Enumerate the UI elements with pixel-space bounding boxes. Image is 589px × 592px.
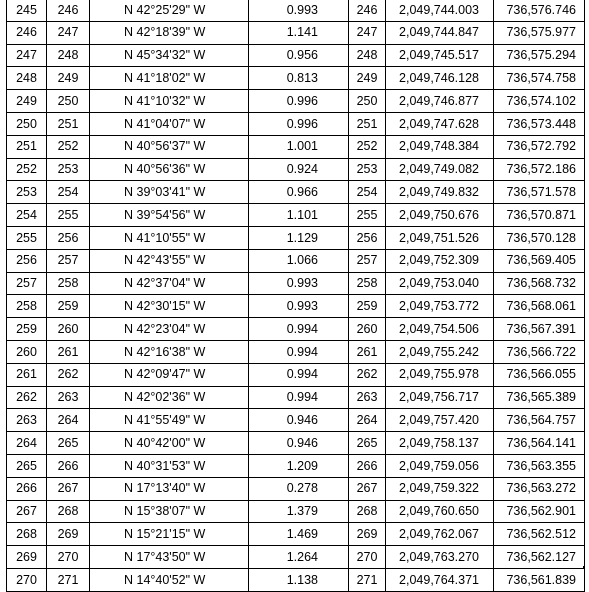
distance-cell: 1.264 <box>249 546 349 569</box>
easting-cell: 736,570.128 <box>494 226 585 249</box>
point-number-cell: 257 <box>349 249 386 272</box>
point-number-cell: 250 <box>349 90 386 113</box>
distance-cell: 0.993 <box>249 272 349 295</box>
from-station-cell: 258 <box>7 295 47 318</box>
point-number-cell: 267 <box>349 477 386 500</box>
table-row <box>7 135 585 158</box>
point-number-cell: 264 <box>349 409 386 432</box>
distance-cell: 1.209 <box>249 454 349 477</box>
from-station-cell: 268 <box>7 523 47 546</box>
easting-cell: 736,566.722 <box>494 340 585 363</box>
from-station-cell: 266 <box>7 477 47 500</box>
from-station-cell: 255 <box>7 226 47 249</box>
from-station-cell: 260 <box>7 340 47 363</box>
northing-cell: 2,049,764.371 <box>386 568 494 591</box>
easting-cell: 736,574.758 <box>494 67 585 90</box>
distance-cell: 1.066 <box>249 249 349 272</box>
easting-cell: 736,562.512 <box>494 523 585 546</box>
from-station-cell: 270 <box>7 568 47 591</box>
bearing-cell: N 41°18'02" W <box>90 67 249 90</box>
point-number-cell: 266 <box>349 454 386 477</box>
bearing-cell: N 40°56'37" W <box>90 135 249 158</box>
point-number-cell: 254 <box>349 181 386 204</box>
easting-cell: 736,563.355 <box>494 454 585 477</box>
to-station-cell: 254 <box>47 181 90 204</box>
point-number-cell: 270 <box>349 546 386 569</box>
bearing-cell: N 17°13'40" W <box>90 477 249 500</box>
bearing-cell: N 42°25'29" W <box>90 0 249 21</box>
from-station-cell: 263 <box>7 409 47 432</box>
distance-cell: 1.101 <box>249 204 349 227</box>
easting-cell: 736,576.746 <box>494 0 585 21</box>
distance-cell: 0.956 <box>249 44 349 67</box>
northing-cell: 2,049,753.040 <box>386 272 494 295</box>
northing-cell: 2,049,749.832 <box>386 181 494 204</box>
from-station-cell: 248 <box>7 67 47 90</box>
point-number-cell: 256 <box>349 226 386 249</box>
distance-cell: 0.946 <box>249 409 349 432</box>
table-row <box>7 340 585 363</box>
from-station-cell: 250 <box>7 112 47 135</box>
to-station-cell: 268 <box>47 500 90 523</box>
point-number-cell: 271 <box>349 568 386 591</box>
table-row <box>7 409 585 432</box>
northing-cell: 2,049,752.309 <box>386 249 494 272</box>
table-row <box>7 67 585 90</box>
northing-cell: 2,049,759.322 <box>386 477 494 500</box>
to-station-cell: 269 <box>47 523 90 546</box>
to-station-cell: 271 <box>47 568 90 591</box>
table-row <box>7 318 585 341</box>
easting-cell: 736,572.792 <box>494 135 585 158</box>
northing-cell: 2,049,750.676 <box>386 204 494 227</box>
distance-cell: 0.994 <box>249 363 349 386</box>
from-station-cell: 245 <box>7 0 47 21</box>
table-row <box>7 500 585 523</box>
bearing-cell: N 39°54'56" W <box>90 204 249 227</box>
point-number-cell: 249 <box>349 67 386 90</box>
to-station-cell: 263 <box>47 386 90 409</box>
to-station-cell: 247 <box>47 21 90 44</box>
bearing-cell: N 40°31'53" W <box>90 454 249 477</box>
northing-cell: 2,049,753.772 <box>386 295 494 318</box>
from-station-cell: 269 <box>7 546 47 569</box>
from-station-cell: 247 <box>7 44 47 67</box>
northing-cell: 2,049,755.242 <box>386 340 494 363</box>
bearing-cell: N 41°55'49" W <box>90 409 249 432</box>
table-row <box>7 386 585 409</box>
to-station-cell: 251 <box>47 112 90 135</box>
from-station-cell: 259 <box>7 318 47 341</box>
to-station-cell: 259 <box>47 295 90 318</box>
to-station-cell: 267 <box>47 477 90 500</box>
distance-cell: 1.138 <box>249 568 349 591</box>
to-station-cell: 262 <box>47 363 90 386</box>
easting-cell: 736,568.061 <box>494 295 585 318</box>
point-number-cell: 247 <box>349 21 386 44</box>
table-row <box>7 568 585 591</box>
point-number-cell: 258 <box>349 272 386 295</box>
to-station-cell: 253 <box>47 158 90 181</box>
to-station-cell: 249 <box>47 67 90 90</box>
point-number-cell: 262 <box>349 363 386 386</box>
point-number-cell: 259 <box>349 295 386 318</box>
northing-cell: 2,049,747.628 <box>386 112 494 135</box>
table-row <box>7 158 585 181</box>
bearing-cell: N 14°40'52" W <box>90 568 249 591</box>
to-station-cell: 252 <box>47 135 90 158</box>
point-number-cell: 265 <box>349 432 386 455</box>
table-row <box>7 112 585 135</box>
bearing-cell: N 40°56'36" W <box>90 158 249 181</box>
survey-coordinates-table <box>6 0 585 592</box>
distance-cell: 0.966 <box>249 181 349 204</box>
table-row <box>7 226 585 249</box>
easting-cell: 736,572.186 <box>494 158 585 181</box>
easting-cell: 736,571.578 <box>494 181 585 204</box>
point-number-cell: 246 <box>349 0 386 21</box>
easting-cell: 736,564.757 <box>494 409 585 432</box>
to-station-cell: 250 <box>47 90 90 113</box>
distance-cell: 0.946 <box>249 432 349 455</box>
bearing-cell: N 15°21'15" W <box>90 523 249 546</box>
northing-cell: 2,049,751.526 <box>386 226 494 249</box>
to-station-cell: 261 <box>47 340 90 363</box>
table-row <box>7 90 585 113</box>
distance-cell: 0.996 <box>249 112 349 135</box>
from-station-cell: 257 <box>7 272 47 295</box>
point-number-cell: 261 <box>349 340 386 363</box>
distance-cell: 0.996 <box>249 90 349 113</box>
survey-table-container <box>6 0 584 592</box>
bearing-cell: N 42°09'47" W <box>90 363 249 386</box>
northing-cell: 2,049,744.003 <box>386 0 494 21</box>
to-station-cell: 255 <box>47 204 90 227</box>
distance-cell: 0.994 <box>249 386 349 409</box>
bearing-cell: N 42°30'15" W <box>90 295 249 318</box>
northing-cell: 2,049,754.506 <box>386 318 494 341</box>
table-row <box>7 21 585 44</box>
table-body <box>7 0 585 591</box>
from-station-cell: 267 <box>7 500 47 523</box>
bearing-cell: N 42°02'36" W <box>90 386 249 409</box>
bearing-cell: N 41°10'55" W <box>90 226 249 249</box>
point-number-cell: 269 <box>349 523 386 546</box>
distance-cell: 1.001 <box>249 135 349 158</box>
northing-cell: 2,049,746.128 <box>386 67 494 90</box>
distance-cell: 1.469 <box>249 523 349 546</box>
table-row <box>7 44 585 67</box>
easting-cell: 736,562.127 <box>494 546 585 569</box>
point-number-cell: 248 <box>349 44 386 67</box>
from-station-cell: 249 <box>7 90 47 113</box>
to-station-cell: 256 <box>47 226 90 249</box>
distance-cell: 0.993 <box>249 0 349 21</box>
to-station-cell: 248 <box>47 44 90 67</box>
point-number-cell: 253 <box>349 158 386 181</box>
easting-cell: 736,561.839 <box>494 568 585 591</box>
table-row <box>7 181 585 204</box>
northing-cell: 2,049,746.877 <box>386 90 494 113</box>
bearing-cell: N 42°18'39" W <box>90 21 249 44</box>
northing-cell: 2,049,757.420 <box>386 409 494 432</box>
table-row <box>7 272 585 295</box>
distance-cell: 1.129 <box>249 226 349 249</box>
to-station-cell: 258 <box>47 272 90 295</box>
distance-cell: 0.993 <box>249 295 349 318</box>
table-row <box>7 477 585 500</box>
table-row <box>7 295 585 318</box>
easting-cell: 736,563.272 <box>494 477 585 500</box>
northing-cell: 2,049,744.847 <box>386 21 494 44</box>
easting-cell: 736,564.141 <box>494 432 585 455</box>
northing-cell: 2,049,748.384 <box>386 135 494 158</box>
bearing-cell: N 41°04'07" W <box>90 112 249 135</box>
distance-cell: 0.994 <box>249 318 349 341</box>
table-row <box>7 363 585 386</box>
northing-cell: 2,049,749.082 <box>386 158 494 181</box>
easting-cell: 736,569.405 <box>494 249 585 272</box>
distance-cell: 0.278 <box>249 477 349 500</box>
northing-cell: 2,049,745.517 <box>386 44 494 67</box>
table-row <box>7 432 585 455</box>
point-number-cell: 263 <box>349 386 386 409</box>
easting-cell: 736,573.448 <box>494 112 585 135</box>
northing-cell: 2,049,760.650 <box>386 500 494 523</box>
easting-cell: 736,567.391 <box>494 318 585 341</box>
to-station-cell: 265 <box>47 432 90 455</box>
distance-cell: 1.141 <box>249 21 349 44</box>
bearing-cell: N 42°16'38" W <box>90 340 249 363</box>
bearing-cell: N 42°37'04" W <box>90 272 249 295</box>
bearing-cell: N 41°10'32" W <box>90 90 249 113</box>
easting-cell: 736,566.055 <box>494 363 585 386</box>
distance-cell: 0.813 <box>249 67 349 90</box>
northing-cell: 2,049,755.978 <box>386 363 494 386</box>
table-row <box>7 546 585 569</box>
northing-cell: 2,049,762.067 <box>386 523 494 546</box>
table-row <box>7 454 585 477</box>
from-station-cell: 261 <box>7 363 47 386</box>
northing-cell: 2,049,756.717 <box>386 386 494 409</box>
bearing-cell: N 17°43'50" W <box>90 546 249 569</box>
from-station-cell: 265 <box>7 454 47 477</box>
northing-cell: 2,049,758.137 <box>386 432 494 455</box>
bearing-cell: N 40°42'00" W <box>90 432 249 455</box>
from-station-cell: 252 <box>7 158 47 181</box>
to-station-cell: 260 <box>47 318 90 341</box>
northing-cell: 2,049,759.056 <box>386 454 494 477</box>
easting-cell: 736,575.294 <box>494 44 585 67</box>
easting-cell: 736,570.871 <box>494 204 585 227</box>
from-station-cell: 253 <box>7 181 47 204</box>
point-number-cell: 255 <box>349 204 386 227</box>
table-row <box>7 0 585 21</box>
point-number-cell: 252 <box>349 135 386 158</box>
to-station-cell: 257 <box>47 249 90 272</box>
table-row <box>7 204 585 227</box>
bearing-cell: N 42°43'55" W <box>90 249 249 272</box>
point-number-cell: 251 <box>349 112 386 135</box>
point-number-cell: 268 <box>349 500 386 523</box>
from-station-cell: 262 <box>7 386 47 409</box>
to-station-cell: 246 <box>47 0 90 21</box>
easting-cell: 736,562.901 <box>494 500 585 523</box>
to-station-cell: 264 <box>47 409 90 432</box>
bearing-cell: N 39°03'41" W <box>90 181 249 204</box>
from-station-cell: 254 <box>7 204 47 227</box>
table-row <box>7 249 585 272</box>
distance-cell: 0.924 <box>249 158 349 181</box>
bearing-cell: N 45°34'32" W <box>90 44 249 67</box>
easting-cell: 736,565.389 <box>494 386 585 409</box>
distance-cell: 1.379 <box>249 500 349 523</box>
from-station-cell: 251 <box>7 135 47 158</box>
bearing-cell: N 42°23'04" W <box>90 318 249 341</box>
distance-cell: 0.994 <box>249 340 349 363</box>
from-station-cell: 264 <box>7 432 47 455</box>
easting-cell: 736,575.977 <box>494 21 585 44</box>
from-station-cell: 256 <box>7 249 47 272</box>
point-number-cell: 260 <box>349 318 386 341</box>
northing-cell: 2,049,763.270 <box>386 546 494 569</box>
from-station-cell: 246 <box>7 21 47 44</box>
to-station-cell: 270 <box>47 546 90 569</box>
to-station-cell: 266 <box>47 454 90 477</box>
bearing-cell: N 15°38'07" W <box>90 500 249 523</box>
table-row <box>7 523 585 546</box>
easting-cell: 736,568.732 <box>494 272 585 295</box>
easting-cell: 736,574.102 <box>494 90 585 113</box>
